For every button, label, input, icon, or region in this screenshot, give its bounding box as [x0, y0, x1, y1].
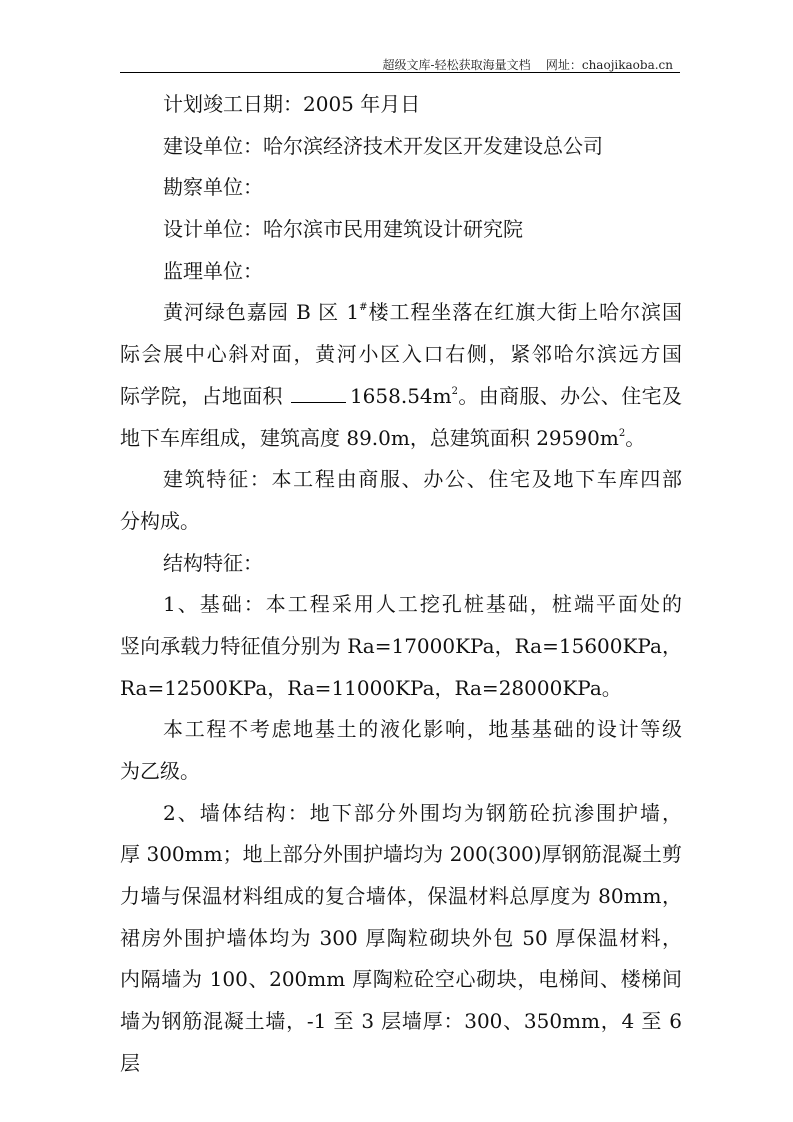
text-line [120, 501, 682, 543]
text-segment: 际会展中心斜对面，黄河小区入口右侧，紧邻哈尔滨远方国 [120, 342, 682, 367]
text-line [120, 959, 682, 1001]
text-segment: 1658.54m [349, 383, 452, 408]
text-line [120, 167, 682, 209]
text-segment: 建设单位：哈尔滨经济技术开发区开发建设总公司 [163, 133, 603, 158]
text-segment: 楼工程坐落在红旗大街上哈尔滨国 [367, 300, 682, 325]
text-line [120, 584, 682, 626]
text-line [120, 793, 682, 835]
superscript: 2 [618, 427, 626, 439]
text-segment: 监理单位： [163, 258, 263, 283]
text-line [120, 668, 682, 710]
text-segment: 建筑特征：本工程由商服、办公、住宅及地下车库四部 [163, 467, 682, 492]
text-segment: 为乙级。 [120, 759, 200, 783]
text-segment: 2、墙体结构：地下部分外围均为钢筋砼抗渗围护墙， [163, 800, 682, 825]
text-line [120, 84, 682, 126]
text-line [120, 418, 682, 460]
text-segment: Ra=12500KPa，Ra=11000KPa，Ra=28000KPa。 [120, 675, 622, 700]
text-line [120, 918, 682, 960]
text-line [120, 709, 682, 751]
text-segment: 分构成。 [120, 508, 200, 533]
text-segment: 竖向承载力特征值分别为 Ra=17000KPa，Ra=15600KPa， [120, 633, 682, 658]
document-body [120, 84, 683, 1075]
text-segment: 墙为钢筋混凝土墙，-1 至 3 层墙厚：300、350mm，4 至 6 层 [120, 1009, 682, 1075]
text-segment: 。 [625, 425, 646, 450]
fill-in-blank [291, 386, 346, 403]
header-site: 超级文库-轻松获取海量文档 [382, 58, 531, 72]
text-line [120, 376, 682, 418]
text-line [120, 334, 682, 376]
superscript: 2 [451, 385, 458, 397]
text-line [120, 251, 682, 293]
text-segment: 黄河绿色嘉园 B 区 1 [163, 300, 360, 325]
text-line [120, 751, 682, 793]
text-segment: 设计单位：哈尔滨市民用建筑设计研究院 [163, 217, 523, 242]
page-header [383, 56, 673, 73]
text-line [120, 834, 682, 876]
text-line [120, 126, 682, 168]
text-line [120, 209, 682, 251]
text-segment: 勘察单位： [163, 175, 263, 200]
header-rule [120, 72, 680, 73]
text-segment: 本工程不考虑地基土的液化影响，地基基础的设计等级 [163, 717, 682, 742]
text-line [120, 626, 682, 668]
text-segment: 厚 300mm；地上部分外围护墙均为 200(300)厚钢筋混凝土剪 [120, 842, 682, 867]
superscript: # [359, 302, 368, 314]
text-segment: 1、基础：本工程采用人工挖孔桩基础，桩端平面处的 [163, 592, 682, 617]
text-segment: 内隔墙为 100、200mm 厚陶粒砼空心砌块，电梯间、楼梯间 [120, 967, 682, 992]
text-segment: 际学院，占地面积 [120, 383, 283, 408]
text-segment: 地下车库组成，建筑高度 89.0m，总建筑面积 29590m [120, 425, 619, 450]
text-line [120, 459, 682, 501]
text-segment: 计划竣工日期：2005 年月日 [163, 92, 421, 116]
header-url: 网址：chaojikaoba.cn [545, 58, 673, 72]
text-segment: 结构特征： [163, 550, 263, 575]
text-line [120, 292, 682, 334]
text-line [120, 876, 682, 918]
text-line [120, 1001, 682, 1075]
text-segment: 。由商服、办公、住宅及 [457, 383, 683, 408]
text-segment: 裙房外围护墙体均为 300 厚陶粒砌块外包 50 厚保温材料， [120, 925, 682, 950]
text-line [120, 543, 682, 585]
text-segment: 力墙与保温材料组成的复合墙体，保温材料总厚度为 80mm， [120, 884, 682, 909]
